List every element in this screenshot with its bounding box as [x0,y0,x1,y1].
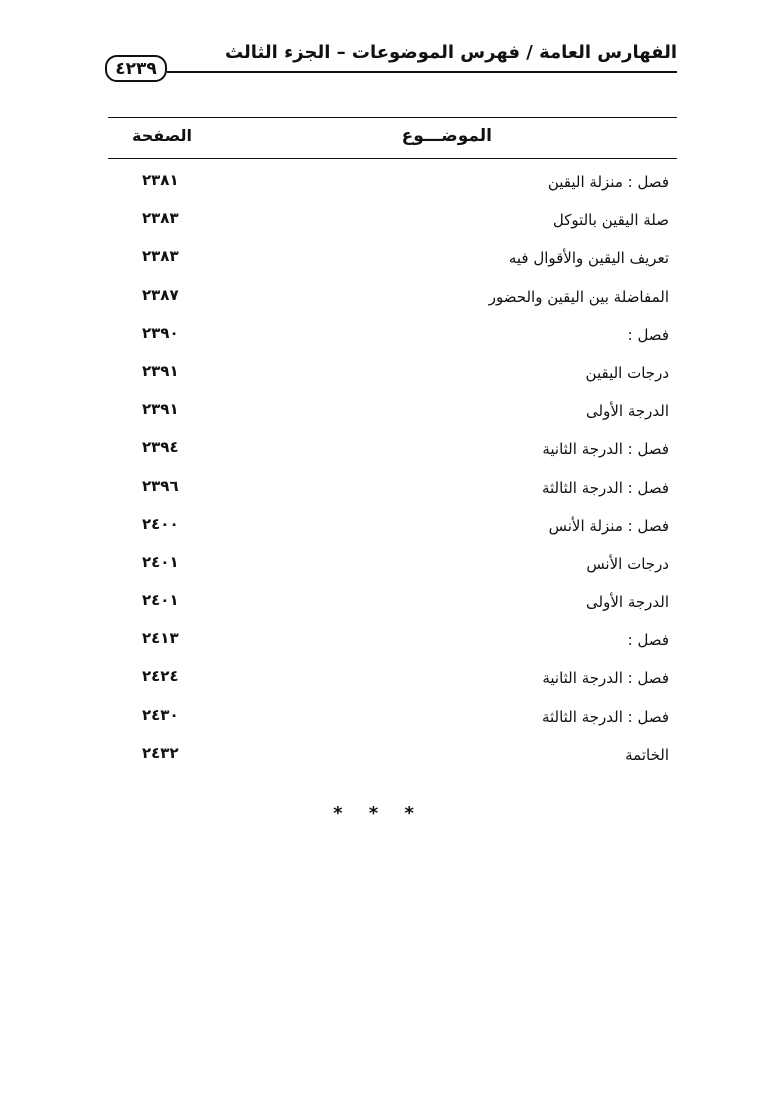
index-row-page: ٢٤٣٢ [142,743,179,762]
table-header-row [108,118,677,159]
index-row-topic: درجات اليقين [585,363,669,382]
index-row [108,169,677,207]
index-row-page: ٢٤٠١ [142,552,179,571]
end-ornament: * * * [333,803,424,824]
index-rows [108,169,677,780]
running-header [105,42,677,82]
index-row-topic: الدرجة الأولى [586,593,669,612]
index-row-page: ٢٤١٣ [142,629,179,648]
index-row-topic: فصل : الدرجة الثانية [542,440,669,459]
index-row [108,207,677,245]
index-row-page: ٢٣٩٤ [142,438,179,457]
index-row [108,436,677,474]
topic-column-heading: الموضـــوع [401,126,492,146]
index-row-topic: فصل : [627,631,669,650]
index-row-page: ٢٤٠٠ [142,514,179,533]
index-row [108,704,677,742]
index-row [108,589,677,627]
index-row-topic: فصل : منزلة الأنس [548,516,669,535]
index-row [108,551,677,589]
page-column-heading: الصفحة [132,126,193,145]
header-rule [167,71,677,73]
index-row-topic: صلة اليقين بالتوكل [552,211,669,230]
page-number: ٤٢٣٩ [105,55,167,82]
topics-index-table [108,117,677,780]
index-row [108,245,677,283]
index-row-page: ٢٣٩١ [142,361,179,380]
index-row-page: ٢٣٩١ [142,400,179,419]
index-row [108,322,677,360]
index-row-topic: درجات الأنس [586,554,669,573]
index-row-topic: فصل : الدرجة الثالثة [541,478,669,497]
index-row-page: ٢٤٢٤ [142,667,179,686]
index-row-topic: فصل : الدرجة الثالثة [541,707,669,726]
index-row [108,513,677,551]
index-row-page: ٢٣٨١ [142,171,179,189]
index-row-topic: فصل : [627,325,669,344]
index-row-page: ٢٤٣٠ [142,705,179,724]
index-row-topic: فصل : الدرجة الثانية [542,669,669,688]
index-row [108,360,677,398]
index-row [108,398,677,436]
index-row-topic: الدرجة الأولى [586,402,669,421]
index-row [108,627,677,665]
index-row [108,665,677,703]
index-row-topic: الخاتمة [625,745,669,764]
index-row-page: ٢٣٨٧ [142,285,179,304]
index-row [108,284,677,322]
index-row-topic: تعريف اليقين والأقوال فيه [508,249,669,268]
index-row-topic: فصل : منزلة اليقين [547,173,669,191]
index-row-page: ٢٣٩٦ [142,476,179,495]
index-row-page: ٢٣٨٣ [142,247,179,266]
header-title: الفهارس العامة / فهرس الموضوعات – الجزء الثالث [224,42,677,63]
index-row-page: ٢٣٩٠ [142,323,179,342]
index-row-page: ٢٤٠١ [142,591,179,610]
index-row [108,742,677,780]
index-row-page: ٢٣٨٣ [142,209,179,228]
index-row-topic: المفاضلة بين اليقين والحضور [488,287,669,306]
index-row [108,475,677,513]
